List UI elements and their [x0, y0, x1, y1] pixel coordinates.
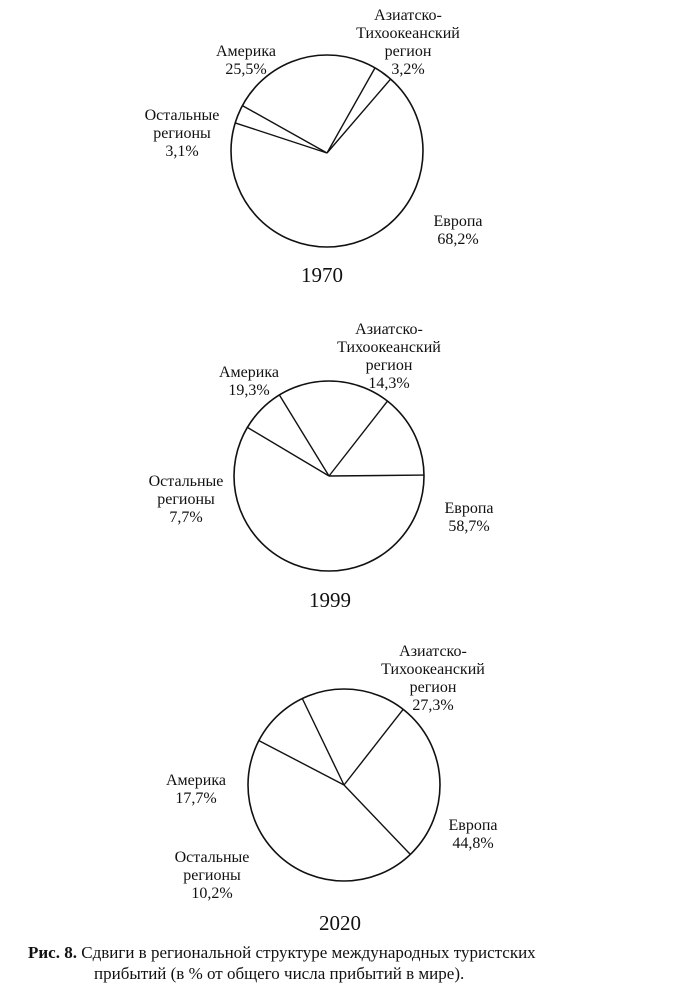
slice-name-label: регион — [409, 679, 457, 696]
slice-name-label: Остальные — [148, 473, 224, 490]
pie-slice-boundary — [329, 401, 388, 476]
slice-value-label: 27,3% — [412, 697, 454, 714]
slice-name-label: регионы — [153, 125, 211, 142]
pie-slice-boundary — [327, 68, 375, 153]
slice-value-label: 44,8% — [452, 835, 494, 852]
chart-year-title: 2020 — [319, 911, 361, 935]
slice-name-label: Европа — [448, 817, 498, 834]
slice-name-label: Остальные — [174, 849, 250, 866]
slice-value-label: 25,5% — [225, 61, 267, 78]
slice-value-label: 58,7% — [448, 518, 490, 535]
pie-slice-boundary — [247, 427, 329, 476]
slice-value-label: 3,1% — [165, 143, 199, 160]
slice-value-label: 14,3% — [368, 375, 410, 392]
slice-name-label: регионы — [157, 491, 215, 508]
slice-name-label: Европа — [433, 213, 483, 230]
caption-line-1: Сдвиги в региональной структуре международных туристских — [81, 943, 536, 962]
chart-year-title: 1970 — [301, 263, 343, 287]
slice-name-label: Тихоокеанский — [337, 339, 441, 356]
chart-year-title: 1999 — [309, 588, 351, 612]
slice-name-label: Европа — [444, 500, 494, 517]
slice-name-label: Америка — [219, 364, 279, 381]
pie-outline — [231, 55, 423, 247]
slice-name-label: регионы — [183, 867, 241, 884]
pie-slice-boundary — [279, 395, 329, 476]
slice-name-label: Азиатско- — [355, 321, 423, 338]
pie-chart-1999 — [149, 321, 494, 612]
slice-name-label: Азиатско- — [374, 7, 442, 24]
slice-value-label: 17,7% — [175, 790, 217, 807]
slice-name-label: Америка — [216, 43, 276, 60]
slice-name-label: регион — [365, 357, 413, 374]
slice-name-label: Тихоокеанский — [356, 25, 460, 42]
slice-name-label: Америка — [166, 772, 226, 789]
pie-slice-boundary — [302, 699, 344, 786]
slice-name-label: Тихоокеанский — [381, 661, 485, 678]
pie-slice-boundary — [329, 475, 424, 476]
slice-value-label: 7,7% — [169, 509, 203, 526]
slice-value-label: 10,2% — [191, 885, 233, 902]
slice-value-label: 19,3% — [228, 382, 270, 399]
slice-name-label: регион — [384, 43, 432, 60]
pie-slice-boundary — [344, 785, 410, 854]
pie-slice-boundary — [327, 79, 391, 153]
caption-line-2: прибытий (в % от общего числа прибытий в мире). — [94, 964, 465, 983]
slice-name-label: Остальные — [144, 107, 220, 124]
figure-caption — [28, 942, 668, 984]
pie-chart-1970 — [145, 7, 483, 287]
pie-slice-boundary — [259, 741, 344, 785]
slice-value-label: 68,2% — [437, 231, 479, 248]
pie-chart-2020 — [166, 643, 497, 935]
pie-slice-boundary — [344, 709, 403, 785]
slice-name-label: Азиатско- — [399, 643, 467, 660]
caption-label: Рис. 8. — [28, 943, 77, 962]
slice-value-label: 3,2% — [391, 61, 425, 78]
